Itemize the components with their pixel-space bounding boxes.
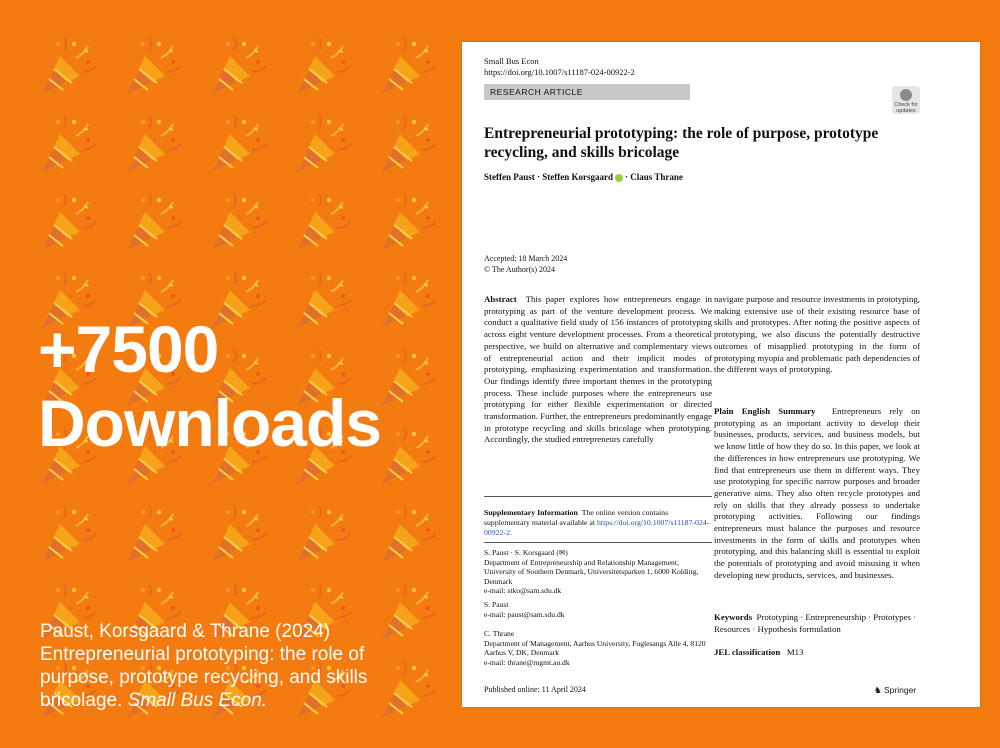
accepted-date: Accepted: 18 March 2024 [484, 254, 568, 263]
affiliation-1 [484, 548, 712, 596]
party-popper-icon [285, 32, 355, 102]
paper-doi[interactable]: https://doi.org/10.1007/s11187-024-00922-2 [484, 67, 635, 77]
orcid-icon[interactable] [615, 174, 623, 182]
published-online: Published online: 11 April 2024 [484, 685, 586, 694]
authors-part-1: Steffen Paust · Steffen Korsgaard [484, 172, 613, 182]
party-popper-icon [370, 32, 440, 102]
article-type-banner: RESEARCH ARTICLE [484, 84, 690, 100]
aff1-dept: Department of Entrepreneurship and Relationship Management, University of Southern Denmark, Universitetsparken 1, 6000 Kolding, Denmark [484, 557, 699, 586]
supp-text: The online version contains supplementary material available at [484, 508, 669, 527]
party-popper-icon [115, 110, 185, 180]
party-popper-icon [115, 188, 185, 258]
party-popper-icon [30, 110, 100, 180]
paper-first-page [462, 42, 980, 707]
party-popper-icon [285, 500, 355, 570]
authors-part-2: · Claus Thrane [624, 172, 683, 182]
party-popper-icon [285, 110, 355, 180]
keywords [714, 611, 920, 635]
party-popper-icon [115, 32, 185, 102]
supp-label: Supplementary Information [484, 508, 578, 517]
springer-horse-icon: ♞ [874, 685, 882, 695]
jel-classification [714, 647, 803, 657]
party-popper-icon [200, 188, 270, 258]
affiliation-2 [484, 600, 712, 619]
check-for-updates-badge[interactable] [892, 86, 920, 114]
aff2-email[interactable]: e-mail: paust@sam.sdu.dk [484, 609, 565, 619]
journal-name: Small Bus Econ [484, 56, 539, 66]
party-popper-icon [370, 110, 440, 180]
aff3-email[interactable]: e-mail: thrane@mgmt.au.dk [484, 657, 570, 667]
aff1-email[interactable]: e-mail: stko@sam.sdu.dk [484, 586, 562, 596]
paper-authors [484, 172, 683, 182]
download-count: +7500 [38, 312, 219, 386]
jel-label: JEL classification [714, 647, 781, 657]
publisher-name: Springer [884, 685, 917, 695]
footnote-divider-top [484, 496, 712, 497]
check-updates-label: Check for updates [894, 102, 918, 114]
party-popper-icon [370, 500, 440, 570]
citation-text: Paust, Korsgaard & Thrane (2024) Entrepreneurial prototyping: the role of purpose, prototype recycling, and skills bricolage. [40, 621, 368, 711]
publisher-logo [874, 685, 916, 696]
party-popper-icon [200, 110, 270, 180]
abstract-column-2: navigate purpose and resource investments in prototyping, making extensive use of their existing resource base of skills and prototypes. After noting the positive aspects of prototyping, we also discuss the potentially destructive outcomes of misapplied prototyping in the form of prototyping myopia and problematic path dependencies of the different ways of prototyping. [714, 294, 920, 375]
check-updates-icon [900, 89, 912, 101]
keywords-text: Prototyping · Entrepreneurship · Prototypes · Resources · Hypothesis formulation [714, 612, 917, 634]
paper-title: Entrepreneurial prototyping: the role of purpose, prototype recycling, and skills bricolage [484, 125, 879, 161]
citation-journal: Small Bus Econ. [127, 690, 268, 711]
party-popper-icon [370, 188, 440, 258]
party-popper-icon [200, 32, 270, 102]
party-popper-icon [200, 500, 270, 570]
supp-link[interactable]: https://doi.org/10.1007/s11187-024-00922-2. [484, 518, 710, 537]
party-popper-icon [115, 500, 185, 570]
supplementary-info [484, 508, 712, 538]
download-headline [38, 312, 381, 460]
party-popper-icon [285, 188, 355, 258]
summary-label: Plain English Summary [714, 406, 816, 416]
accepted-info [484, 254, 567, 275]
abstract-column-1 [484, 294, 712, 446]
aff2-name: S. Paust [484, 600, 509, 609]
summary-text: Entrepreneurs rely on prototyping as an important activity to develop their businesses, products, services, and business models, but we know little of how they do so. In this paper, we look at the differences in how entrepreneurs use prototyping. We find that entrepreneurs use them in different ways. They use prototyping for specific narrow purposes and broader generative aims. They also often recycle prototypes and rely on skills that they already possess to undertake prototyping activities. Following our findings entrepreneurs must balance the purposes and resource investments in the form of skills and prototypes when prototyping, and this balancing skill is essential to exploit the potentials of prototyping and avoid misusing it when developing new products, services, and businesses. [714, 406, 920, 580]
party-popper-icon [30, 500, 100, 570]
download-label: Downloads [38, 386, 382, 460]
aff1-names: S. Paust · S. Korsgaard (✉) [484, 548, 568, 557]
party-popper-icon [30, 188, 100, 258]
abstract-label: Abstract [484, 294, 517, 304]
party-popper-icon [30, 32, 100, 102]
abstract-text-1: This paper explores how entrepreneurs engage in prototyping as part of the venture development process. We conduct a qualitative field study of 156 instances of prototyping across eight venture development processes. From a theoretical perspective, we build on alternative and complementary views of entrepreneurial action and their implicit modes of prototyping, emphasizing experimentation and transformation. Our findings identify three important themes in the prototyping process. These include purposes where the entrepreneurs use prototyping for either flexible experimentation or directed transformation. Further, the entrepreneurs predominantly engage in prototype recycling and skills bricolage when prototyping. Accordingly, the studied entrepreneurs carefully [484, 294, 712, 445]
footnote-divider-bottom [484, 542, 712, 543]
aff3-dept: Department of Management, Aarhus University, Fuglesangs Alle 4, 8120 Aarhus V, DK, Denmark [484, 638, 706, 658]
keywords-label: Keywords [714, 612, 753, 622]
aff3-name: C. Thrane [484, 629, 515, 638]
plain-english-summary [714, 406, 920, 582]
citation [40, 620, 430, 712]
copyright: © The Author(s) 2024 [484, 264, 556, 274]
jel-code: M13 [786, 647, 804, 657]
affiliation-3 [484, 629, 712, 667]
